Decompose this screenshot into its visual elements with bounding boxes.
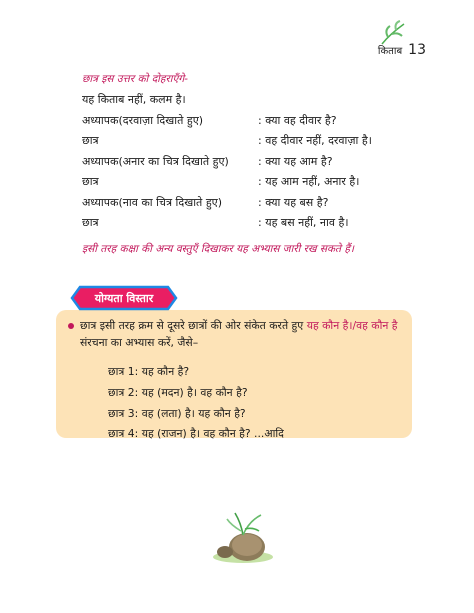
example-sentence: यह किताब नहीं, कलम है। (82, 93, 186, 106)
instruction-text: छात्र इस उत्तर को दोहराएँगे- (82, 73, 188, 85)
plant-sprig-icon (378, 20, 408, 46)
section-badge-label: योग्यता विस्तार (94, 291, 154, 305)
dialogue-speaker: छात्र (82, 134, 99, 148)
dialogue-row (82, 151, 422, 172)
dialogue-utterance: : क्या यह आम है? (258, 154, 333, 168)
dialogue-row (82, 192, 422, 213)
dialogue-speaker: छात्र (82, 216, 99, 230)
activity-text-end: संरचना का अभ्यास करें, जैसे– (80, 335, 199, 349)
dialogue-speaker: अध्यापक(दरवाज़ा दिखाते हुए) (82, 113, 204, 127)
dialogue-block (82, 110, 422, 233)
dialogue-row (82, 172, 422, 193)
activity-box (56, 310, 412, 438)
dialogue-utterance: : क्या वह दीवार है? (258, 113, 337, 127)
dialogue-utterance: : यह आम नहीं, अनार है। (258, 175, 360, 189)
example-line: छात्र 3: वह (लता) है। यह कौन है? (108, 407, 246, 420)
rock-and-sprout-illustration (205, 505, 279, 565)
dialogue-row (82, 131, 422, 152)
activity-text: छात्र इसी तरह क्रम से दूसरे छात्रों की ओर संकेत करते हुए (80, 319, 304, 332)
activity-paragraph (80, 318, 398, 351)
dialogue-speaker: अध्यापक(अनार का चित्र दिखाते हुए) (82, 154, 229, 168)
dialogue-row (82, 213, 422, 234)
dialogue-speaker: अध्यापक(नाव का चित्र दिखाते हुए) (82, 195, 223, 209)
chapter-title: किताब (377, 46, 403, 57)
example-line: छात्र 1: यह कौन है? (108, 365, 190, 378)
example-line: छात्र 4: यह (राजन) है। वह कौन है? ...आदि (108, 427, 284, 440)
highlight-structure: यह कौन है।/वह कौन है (306, 319, 398, 332)
dialogue-row (82, 110, 422, 131)
bullet-icon (68, 323, 74, 329)
page-header (378, 42, 426, 58)
dialogue-speaker: छात्र (82, 175, 99, 189)
page-number: 13 (408, 42, 426, 58)
section-badge (70, 285, 178, 311)
dialogue-utterance: : क्या यह बस है? (258, 195, 329, 209)
dialogue-utterance: : वह दीवार नहीं, दरवाज़ा है। (258, 134, 372, 148)
dialogue-utterance: : यह बस नहीं, नाव है। (258, 216, 349, 230)
example-line: छात्र 2: यह (मदन) है। वह कौन है? (108, 386, 248, 399)
closing-instruction: इसी तरह कक्षा की अन्य वस्तुएँ दिखाकर यह अभ्यास जारी रख सकते हैं। (82, 243, 354, 255)
